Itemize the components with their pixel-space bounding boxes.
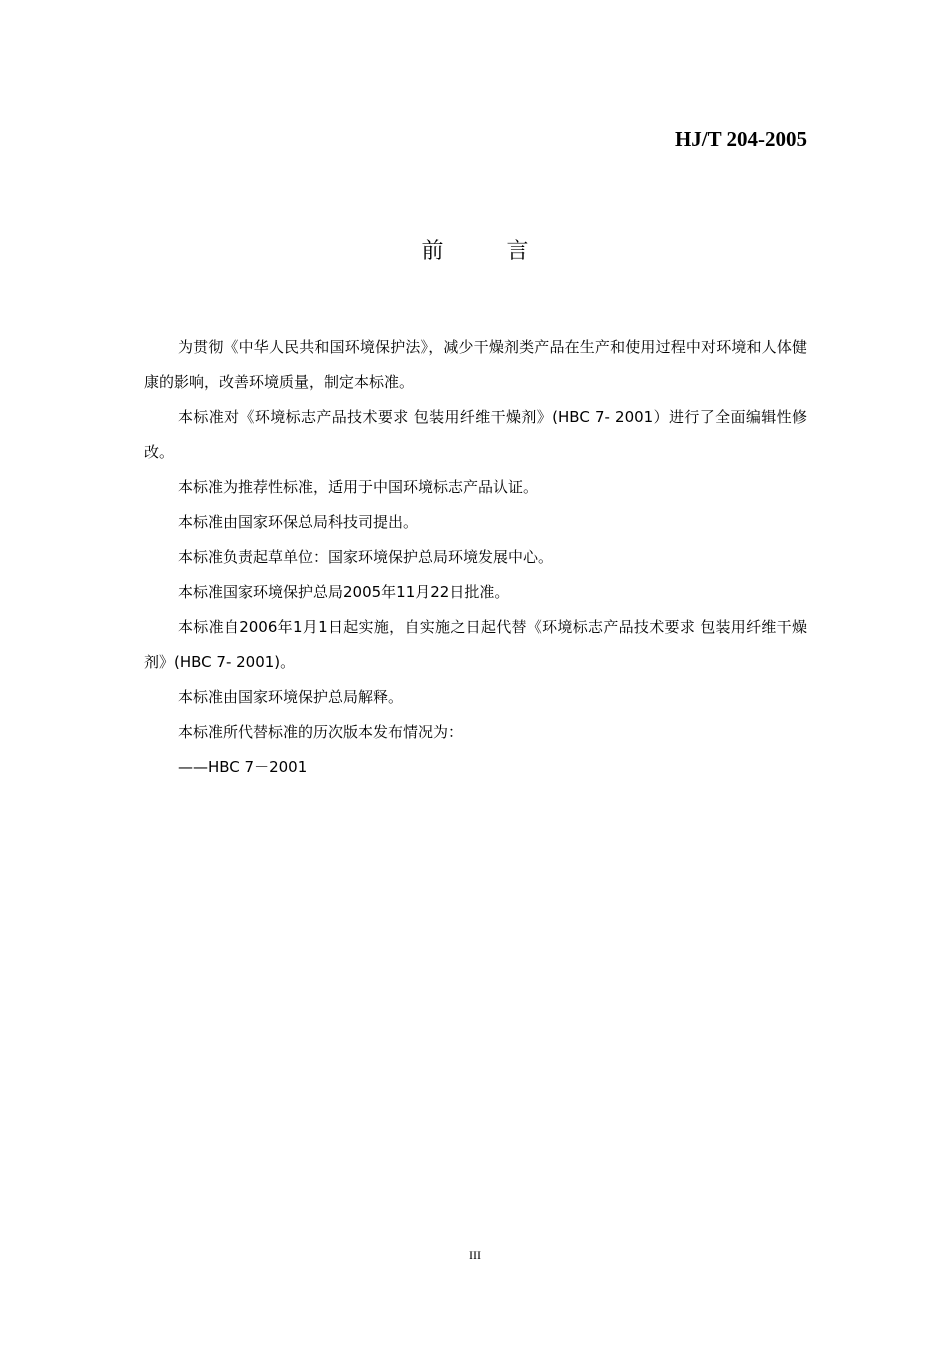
paragraph-approval: 本标准国家环境保护总局2005年11月22日批准。 — [178, 583, 510, 601]
standard-code: HJ/T 204-2005 — [674, 127, 807, 151]
page-number: III — [469, 1248, 481, 1262]
paragraph-effective-date: 本标准自2006年1月1日起实施，自实施之日起代替《环境标志产品技术要求 包装用纤维干燥剂》(HBC 7- 2001)。 — [144, 618, 807, 671]
paragraph-history-intro: 本标准所代替标准的历次版本发布情况为： — [178, 723, 464, 741]
paragraph-interpretation: 本标准由国家环境保护总局解释。 — [178, 688, 404, 706]
paragraph-revision: 本标准对《环境标志产品技术要求 包装用纤维干燥剂》(HBC 7- 2001）进行了全面编辑性修改。 — [144, 408, 807, 461]
paragraph-drafter: 本标准负责起草单位：国家环境保护总局环境发展中心。 — [178, 548, 554, 566]
paragraph-purpose: 为贯彻《中华人民共和国环境保护法》，减少干燥剂类产品在生产和使用过程中对环境和人体健康的影响，改善环境质量，制定本标准。 — [144, 338, 807, 391]
paragraph-history-item: ——HBC 7－2001 — [178, 758, 308, 776]
paragraph-proposer: 本标准由国家环保总局科技司提出。 — [178, 513, 419, 531]
page-title: 前 言 — [421, 239, 557, 264]
paragraph-scope: 本标准为推荐性标准，适用于中国环境标志产品认证。 — [178, 478, 539, 496]
document-body — [144, 330, 807, 785]
